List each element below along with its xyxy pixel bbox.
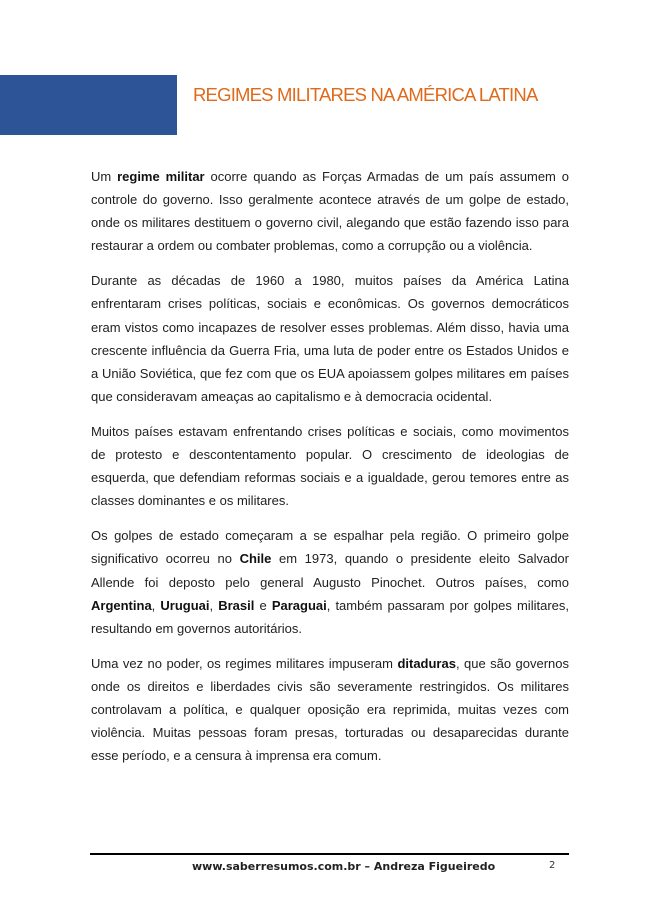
paragraph-text: Uma vez no poder, os regimes militares impuseram xyxy=(91,655,398,671)
paragraph-text: , xyxy=(209,597,219,613)
paragraph-5 xyxy=(91,652,569,767)
footer-site-credit: www.saberresumos.com.br – Andreza Figueiredo xyxy=(192,860,496,873)
paragraph-text: ocorre quando as Forças Armadas de um país assumem o controle do governo. Isso geralmente acontece através de um golpe de estado, onde os militares destituem o governo civil, alegando que estão fazendo isso para restaurar a ordem ou combater problemas, como a corrupção ou a violência. xyxy=(91,169,569,254)
paragraph-text: Durante as décadas de 1960 a 1980, muitos países da América Latina enfrentaram crises políticas, sociais e econômicas. Os governos democráticos eram vistos como incapazes de resolver esses problemas. Além disso, havia uma crescente influência da Guerra Fria, uma luta de poder entre os Estados Unidos e a União Soviética, que fez com que os EUA apoiassem golpes militares em países que consideravam ameaças ao capitalismo e à democracia ocidental. xyxy=(91,273,569,404)
bold-term-ditaduras: ditaduras xyxy=(397,655,456,671)
paragraph-text: , que são governos onde os direitos e liberdades civis são severamente restringidos. Os militares controlavam a política, e qualquer oposição era reprimida, muitas vezes com violência. Muitas pessoas foram presas, torturadas ou desaparecidas durante esse período, e a censura à imprensa era comum. xyxy=(91,655,570,764)
page-title: REGIMES MILITARES NA AMÉRICA LATINA xyxy=(193,84,538,105)
footer-divider xyxy=(90,853,569,855)
paragraph-text: Um xyxy=(91,169,118,184)
paragraph-3 xyxy=(91,420,569,512)
bold-term-uruguai: Uruguai xyxy=(160,597,210,613)
paragraph-text: , xyxy=(151,597,161,613)
paragraph-text: Os golpes de estado começaram a se espalhar pela região. O primeiro golpe significativo ocorreu no xyxy=(91,528,569,567)
paragraph-text: e xyxy=(254,597,272,613)
bold-term-argentina: Argentina xyxy=(91,597,152,613)
paragraph-text: , também passaram por golpes militares, resultando em governos autoritários. xyxy=(91,597,569,636)
bold-term-paraguai: Paraguai xyxy=(271,597,327,613)
paragraph-4 xyxy=(91,524,569,639)
bold-term-regime-militar: regime militar xyxy=(117,169,205,184)
paragraph-1 xyxy=(91,165,569,257)
paragraph-text: Muitos países estavam enfrentando crises políticas e sociais, como movimentos de protesto e descontentamento popular. O crescimento de ideologias de esquerda, que defendiam reformas sociais e a igualdade, gerou temores entre as classes dominantes e os militares. xyxy=(91,423,569,509)
page-number: 2 xyxy=(549,860,556,871)
bold-term-chile: Chile xyxy=(239,551,272,567)
document-body xyxy=(91,165,569,779)
paragraph-text: em 1973, quando o presidente eleito Salvador Allende foi deposto pelo general Augusto Pinochet. Outros países, como xyxy=(91,551,569,590)
paragraph-2 xyxy=(91,269,569,408)
bold-term-brasil: Brasil xyxy=(218,597,255,613)
header-color-band xyxy=(0,75,177,135)
